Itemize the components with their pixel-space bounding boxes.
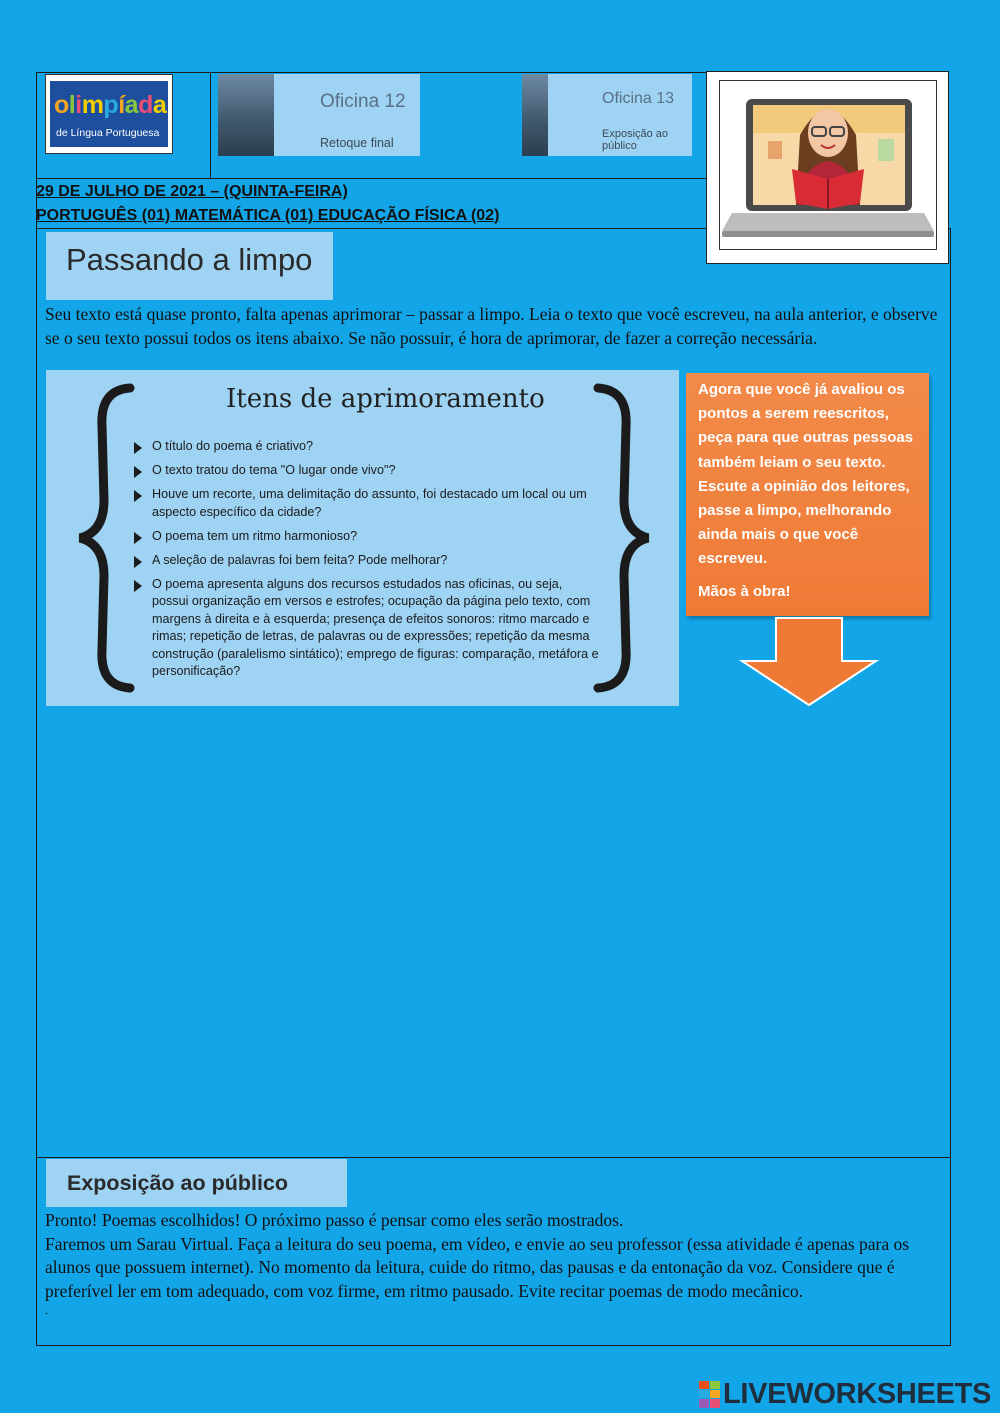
logo-subtitle: de Língua Portuguesa xyxy=(56,127,160,139)
watermark-text: LIVEWORKSHEETS xyxy=(723,1378,992,1410)
section-title-exposicao: Exposição ao público xyxy=(46,1159,347,1207)
bullet-icon xyxy=(134,442,142,454)
items-list xyxy=(134,438,599,687)
list-item: A seleção de palavras foi bem feita? Pode melhorar? xyxy=(134,552,599,570)
trailing-dot: . xyxy=(45,1303,48,1317)
intro-paragraph: Seu texto está quase pronto, falta apenas aprimorar – passar a limpo. Leia o texto que você escreveu, na aula anterior, e observe se o seu texto possui todos os itens abaixo. Se não possuir, é hora de aprimorar, de fazer a correção necessária. xyxy=(45,304,938,348)
date-heading: 29 DE JULHO DE 2021 – (QUINTA-FEIRA) xyxy=(36,183,348,200)
bullet-icon xyxy=(134,556,142,568)
list-item: O poema tem um ritmo harmonioso? xyxy=(134,528,599,546)
olimpiada-logo xyxy=(45,74,173,154)
down-arrow-icon xyxy=(738,617,880,707)
tip-box xyxy=(686,373,929,616)
tip-closing: Mãos à obra! xyxy=(698,582,791,600)
banner-subtitle: Retoque final xyxy=(320,136,394,150)
bullet-icon xyxy=(134,490,142,502)
banner-subtitle: Exposição ao público xyxy=(602,128,669,152)
teacher-laptop-illustration xyxy=(706,71,949,264)
laptop-icon xyxy=(720,81,936,249)
building-image xyxy=(218,74,274,156)
improvement-items-panel xyxy=(46,370,679,706)
exposition-paragraph: Faremos um Sarau Virtual. Faça a leitura do seu poema, em vídeo, e envie ao seu professor (essa atividade é apenas para os alunos que possuem internet). No momento da leitura, cuide do ritmo, das pausas e da entonação da voz. Considere que é preferível ler em tom adequado, com voz firme, em ritmo pausado. Evite recitar poemas de modo mecânico. xyxy=(45,1233,910,1301)
tip-text: Agora que você já avaliou os pontos a serem reescritos, peça para que outras pessoas também leiam o seu texto. Escute a opinião dos leitores, passe a limpo, melhorando ainda mais o que você escreveu. xyxy=(698,381,914,568)
liveworksheets-logo-icon xyxy=(699,1381,721,1409)
banner-title: Oficina 12 xyxy=(320,91,406,112)
oficina-13-banner xyxy=(522,74,692,156)
exposition-line: Pronto! Poemas escolhidos! O próximo passo é pensar como eles serão mostrados. xyxy=(45,1210,624,1230)
list-item: Houve um recorte, uma delimitação do assunto, foi destacado um local ou um aspecto específico da cidade? xyxy=(134,486,599,521)
liveworksheets-watermark xyxy=(699,1378,995,1412)
items-title: Itens de aprimoramento xyxy=(226,384,545,414)
list-item: O texto tratou do tema "O lugar onde vivo"? xyxy=(134,462,599,480)
bullet-icon xyxy=(134,466,142,478)
banner-title: Oficina 13 xyxy=(602,90,675,107)
list-item: O poema apresenta alguns dos recursos estudados nas oficinas, ou seja, possui organização em versos e estrofes; ocupação da página pelo texto, com margens à direita e à esquerda; presença de efeitos sonoros: ritmo marcado e rimas; repetição de letras, de palavras ou de expressões; repetição da mesma construção (paralelismo sintático); emprego de figuras: comparação, metáfora e personificação? xyxy=(134,576,599,681)
building-image xyxy=(522,74,548,156)
subjects-heading: PORTUGUÊS (01) MATEMÁTICA (01) EDUCAÇÃO FÍSICA (02) xyxy=(36,207,500,224)
exposition-text xyxy=(45,1209,947,1317)
bullet-icon xyxy=(134,580,142,592)
bullet-icon xyxy=(134,532,142,544)
list-item: O título do poema é criativo? xyxy=(134,438,599,456)
oficina-12-banner xyxy=(218,74,420,156)
logo-word: olimpíada xyxy=(54,91,167,119)
section-title-passando-a-limpo: Passando a limpo xyxy=(46,232,333,300)
